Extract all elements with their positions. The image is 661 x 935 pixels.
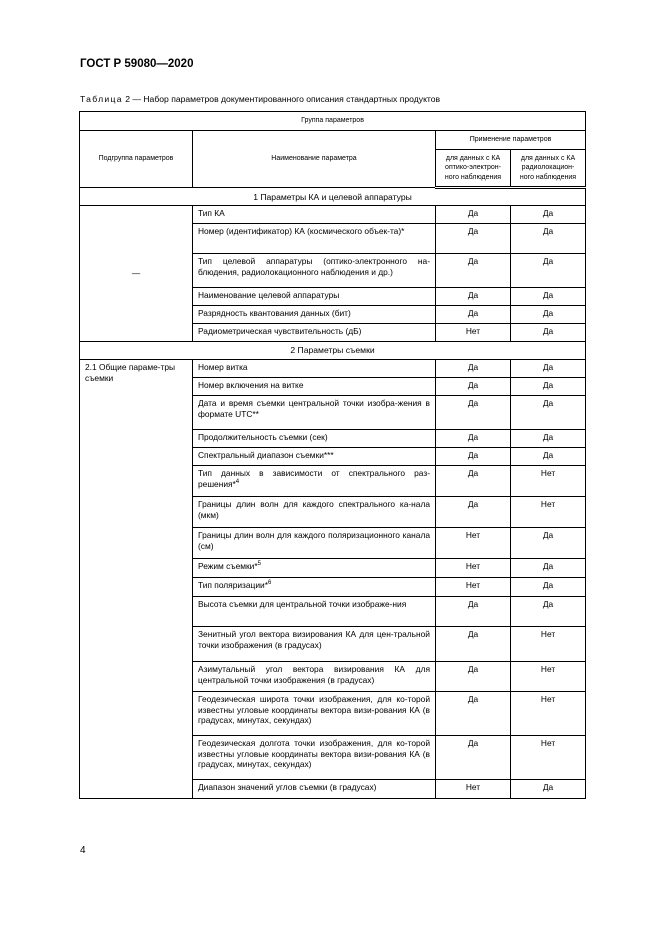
parameter-name: Геодезическая долгота точки изображения, для ко-торой известны угловые координаты вектора визи-рования КА (в градусах, минутах, секундах) (198, 738, 430, 769)
parameter-name: Наименование целевой аппаратуры (198, 290, 340, 300)
parameter-name: Геодезическая широта точки изображения, для ко-торой известны угловые координаты вектора визи-рования КА (в градусах, минутах, секундах) (198, 694, 430, 725)
parameter-name: Разрядность квантования данных (бит) (198, 308, 351, 318)
parameter-name-cell (193, 662, 436, 692)
optical-value: Да (436, 288, 511, 306)
parameter-name: Тип данных в зависимости от спектрального раз-решения* (198, 468, 430, 489)
parameter-name: Тип КА (198, 208, 225, 218)
radar-value: Да (511, 306, 586, 324)
section-1-title: 1 Параметры КА и целевой аппаратуры (80, 188, 586, 206)
radar-value: Да (511, 324, 586, 342)
optical-value: Да (436, 736, 511, 780)
parameter-name-cell (193, 736, 436, 780)
parameter-name-cell (193, 528, 436, 559)
radar-value: Да (511, 254, 586, 288)
parameter-name-cell (193, 306, 436, 324)
parameter-name-cell (193, 559, 436, 578)
footnote-ref: 6 (267, 580, 272, 587)
optical-value: Да (436, 448, 511, 466)
parameter-name: Тип целевой аппаратуры (оптико-электронного на-блюдения, радиолокационного наблюдения и др.) (198, 256, 430, 277)
parameter-name-cell (193, 780, 436, 799)
subgroup-cell: — (80, 206, 193, 342)
radar-header: для данных с КА радиолокацион-ного наблюдения (511, 150, 586, 188)
parameter-name-cell (193, 206, 436, 224)
optical-value: Да (436, 378, 511, 396)
parameter-name-cell (193, 578, 436, 597)
radar-value: Да (511, 360, 586, 378)
parameter-name-cell (193, 378, 436, 396)
parameter-name: Диапазон значений углов съемки (в градусах) (198, 782, 377, 792)
optical-value: Да (436, 466, 511, 497)
optical-value: Да (436, 662, 511, 692)
parameter-name: Номер включения на витке (198, 380, 304, 390)
radar-value: Да (511, 206, 586, 224)
parameter-name-cell (193, 597, 436, 627)
radar-value: Да (511, 578, 586, 597)
radar-value: Да (511, 378, 586, 396)
radar-value: Да (511, 559, 586, 578)
document-code: ГОСТ Р 59080—2020 (80, 58, 194, 70)
footnote-ref: 5 (257, 561, 261, 568)
radar-value: Нет (511, 627, 586, 662)
optical-header: для данных с КА оптико-электрон-ного наблюдения (436, 150, 511, 188)
optical-value: Да (436, 254, 511, 288)
subgroup-cell: 2.1 Общие параме-тры съемки (80, 360, 193, 799)
parameter-name: Границы длин волн для каждого спектрального ка-нала (мкм) (198, 499, 430, 520)
parameter-name: Высота съемки для центральной точки изображе-ния (198, 599, 407, 609)
table-row (80, 206, 586, 224)
radar-value: Да (511, 396, 586, 430)
page-number: 4 (80, 845, 86, 856)
radar-value: Да (511, 288, 586, 306)
section-2-title: 2 Параметры съемки (80, 342, 586, 360)
caption-number: 2 (125, 94, 130, 104)
optical-value: Нет (436, 324, 511, 342)
table-caption (80, 94, 440, 104)
radar-value: Да (511, 448, 586, 466)
optical-value: Да (436, 627, 511, 662)
radar-value: Да (511, 430, 586, 448)
parameter-name-cell (193, 324, 436, 342)
radar-value: Нет (511, 662, 586, 692)
caption-label: Таблица (80, 94, 123, 104)
parameter-name-cell (193, 692, 436, 736)
radar-value: Нет (511, 497, 586, 528)
parameter-name: Продолжительность съемки (сек) (198, 432, 328, 442)
parameters-table (79, 111, 586, 799)
parameter-name: Азимутальный угол вектора визирования КА для центральной точки изображения (в градусах) (198, 664, 430, 685)
optical-value: Да (436, 224, 511, 254)
parameter-name-cell (193, 627, 436, 662)
optical-value: Да (436, 206, 511, 224)
parameter-name: Номер (идентификатор) КА (космического объек-та)* (198, 226, 405, 236)
optical-value: Да (436, 692, 511, 736)
parameter-name-cell (193, 396, 436, 430)
parameter-name-cell (193, 466, 436, 497)
optical-value: Да (436, 306, 511, 324)
radar-value: Да (511, 780, 586, 799)
optical-value: Да (436, 360, 511, 378)
application-header: Применение параметров (436, 131, 586, 150)
optical-value: Да (436, 396, 511, 430)
parameter-name: Спектральный диапазон съемки*** (198, 450, 334, 460)
parameter-name-cell (193, 497, 436, 528)
parameter-name: Дата и время съемки центральной точки изобра-жения в формате UTC** (198, 398, 430, 419)
parameter-name: Режим съемки* (198, 561, 258, 571)
parameter-name-cell (193, 360, 436, 378)
parameter-name-cell (193, 430, 436, 448)
radar-value: Да (511, 597, 586, 627)
optical-value: Нет (436, 528, 511, 559)
parameter-name-cell (193, 254, 436, 288)
radar-value: Да (511, 224, 586, 254)
optical-value: Да (436, 497, 511, 528)
radar-value: Нет (511, 692, 586, 736)
radar-value: Нет (511, 736, 586, 780)
optical-value: Нет (436, 780, 511, 799)
subgroup-header: Подгруппа параметров (80, 131, 193, 188)
parameter-name-cell (193, 224, 436, 254)
caption-title: — Набор параметров документированного описания стандартных продуктов (132, 94, 441, 104)
optical-value: Нет (436, 559, 511, 578)
radar-value: Да (511, 528, 586, 559)
optical-value: Нет (436, 578, 511, 597)
parameter-name: Тип поляризации* (198, 580, 268, 590)
parameter-name-cell (193, 448, 436, 466)
parameter-name-cell (193, 288, 436, 306)
footnote-ref: 4 (235, 478, 240, 485)
optical-value: Да (436, 597, 511, 627)
table-row (80, 360, 586, 378)
name-header: Наименование параметра (193, 131, 436, 188)
group-header: Группа параметров (80, 112, 586, 131)
parameter-name: Зенитный угол вектора визирования КА для цен-тральной точки изображения (в градусах) (198, 629, 430, 650)
optical-value: Да (436, 430, 511, 448)
parameter-name: Радиометрическая чувствительность (дБ) (198, 326, 362, 336)
parameter-name: Границы длин волн для каждого поляризационного канала (см) (198, 530, 430, 551)
radar-value: Нет (511, 466, 586, 497)
parameter-name: Номер витка (198, 362, 248, 372)
